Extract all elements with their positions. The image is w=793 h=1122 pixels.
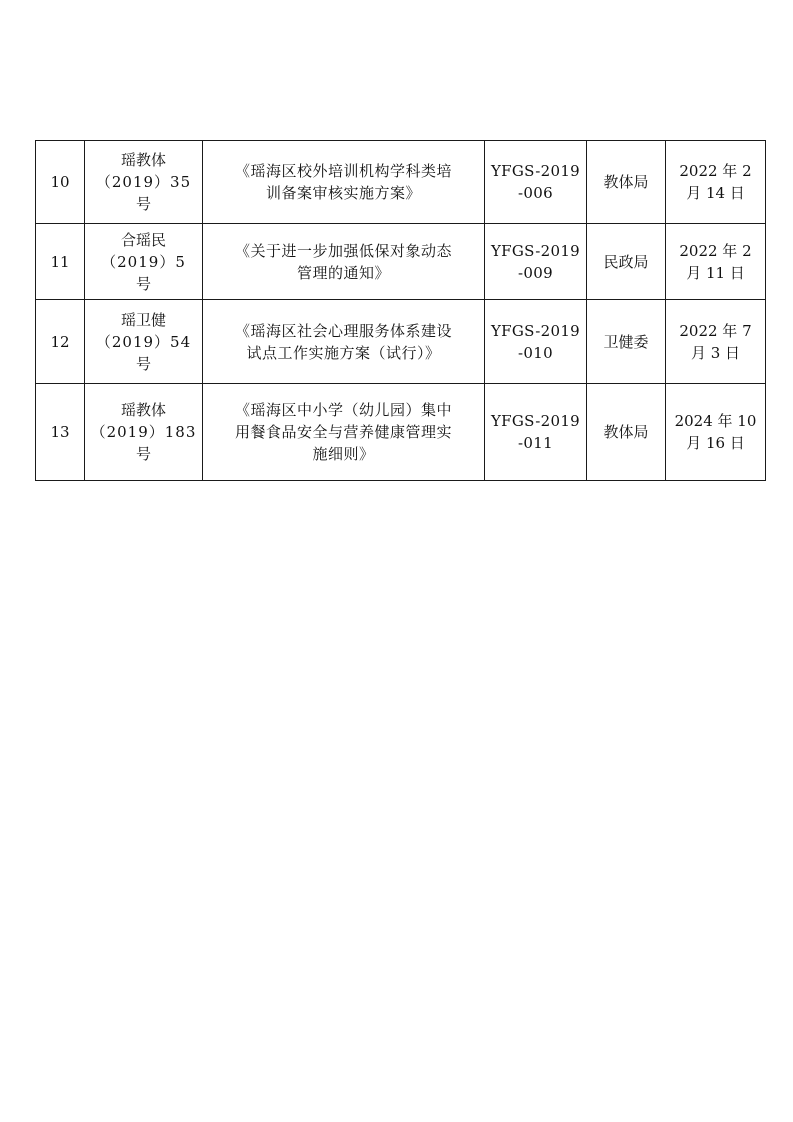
registration-code <box>485 224 587 300</box>
registration-code-line: -006 <box>518 184 553 202</box>
row-number: 12 <box>36 300 85 384</box>
document-number-line: （2019）183 <box>90 423 197 441</box>
date-line: 2024 年 10 <box>674 412 757 430</box>
row-number: 10 <box>36 141 85 224</box>
department: 民政局 <box>587 224 666 300</box>
document-title-line: 用餐食品安全与营养健康管理实 <box>234 423 452 441</box>
regulation-table <box>35 140 766 481</box>
document-title-line: 施细则》 <box>312 445 375 463</box>
date-line: 2022 年 2 <box>679 162 752 180</box>
document-title-line: 试点工作实施方案（试行）》 <box>246 343 441 362</box>
document-number-line: 号 <box>135 195 151 213</box>
document-number-line: 瑶卫健 <box>120 310 166 329</box>
date <box>666 300 766 384</box>
document-title <box>203 224 485 300</box>
document-number <box>85 384 203 481</box>
date-line: 2022 年 7 <box>679 321 752 340</box>
document-number <box>85 300 203 384</box>
document-number <box>85 141 203 224</box>
registration-code <box>485 141 587 224</box>
document-title <box>203 141 485 224</box>
department: 卫健委 <box>587 300 666 384</box>
document-number <box>85 224 203 300</box>
date <box>666 384 766 481</box>
date <box>666 224 766 300</box>
document-title-line: 管理的通知》 <box>296 263 390 282</box>
registration-code-line: -011 <box>518 434 553 452</box>
row-number: 13 <box>36 384 85 481</box>
document-number-line: 合瑶民 <box>120 230 166 249</box>
table-row <box>36 141 766 224</box>
document-title <box>203 384 485 481</box>
document-number-line: 瑶教体 <box>120 151 166 169</box>
document-number-line: 号 <box>135 274 151 293</box>
document-title-line: 《关于进一步加强低保对象动态 <box>234 241 452 260</box>
document-title-line: 《瑶海区中小学（幼儿园）集中 <box>234 401 452 419</box>
document-number-line: 号 <box>135 445 151 463</box>
registration-code-line: YFGS-2019 <box>490 321 581 340</box>
registration-code-line: YFGS-2019 <box>490 162 581 180</box>
registration-code-line: YFGS-2019 <box>490 412 581 430</box>
registration-code <box>485 300 587 384</box>
table-row <box>36 300 766 384</box>
document-title-line: 《瑶海区校外培训机构学科类培 <box>234 162 452 180</box>
date-line: 月 14 日 <box>686 184 745 202</box>
document-title-line: 《瑶海区社会心理服务体系建设 <box>234 321 452 340</box>
date-line: 2022 年 2 <box>679 241 752 260</box>
registration-code <box>485 384 587 481</box>
department: 教体局 <box>587 384 666 481</box>
document-number-line: 瑶教体 <box>120 401 166 419</box>
document-title <box>203 300 485 384</box>
row-number: 11 <box>36 224 85 300</box>
document-number-line: （2019）35 <box>95 173 192 191</box>
registration-code-line: -009 <box>518 263 553 282</box>
document-number-line: （2019）54 <box>95 332 192 351</box>
table-row <box>36 224 766 300</box>
registration-code-line: YFGS-2019 <box>490 241 581 260</box>
date-line: 月 16 日 <box>686 434 745 452</box>
table-row <box>36 384 766 481</box>
date <box>666 141 766 224</box>
document-number-line: （2019）5 <box>101 252 186 271</box>
date-line: 月 11 日 <box>686 263 745 282</box>
registration-code-line: -010 <box>518 343 553 362</box>
document-title-line: 训备案审核实施方案》 <box>265 184 421 202</box>
document-number-line: 号 <box>135 354 151 373</box>
date-line: 月 3 日 <box>690 343 741 362</box>
department: 教体局 <box>587 141 666 224</box>
